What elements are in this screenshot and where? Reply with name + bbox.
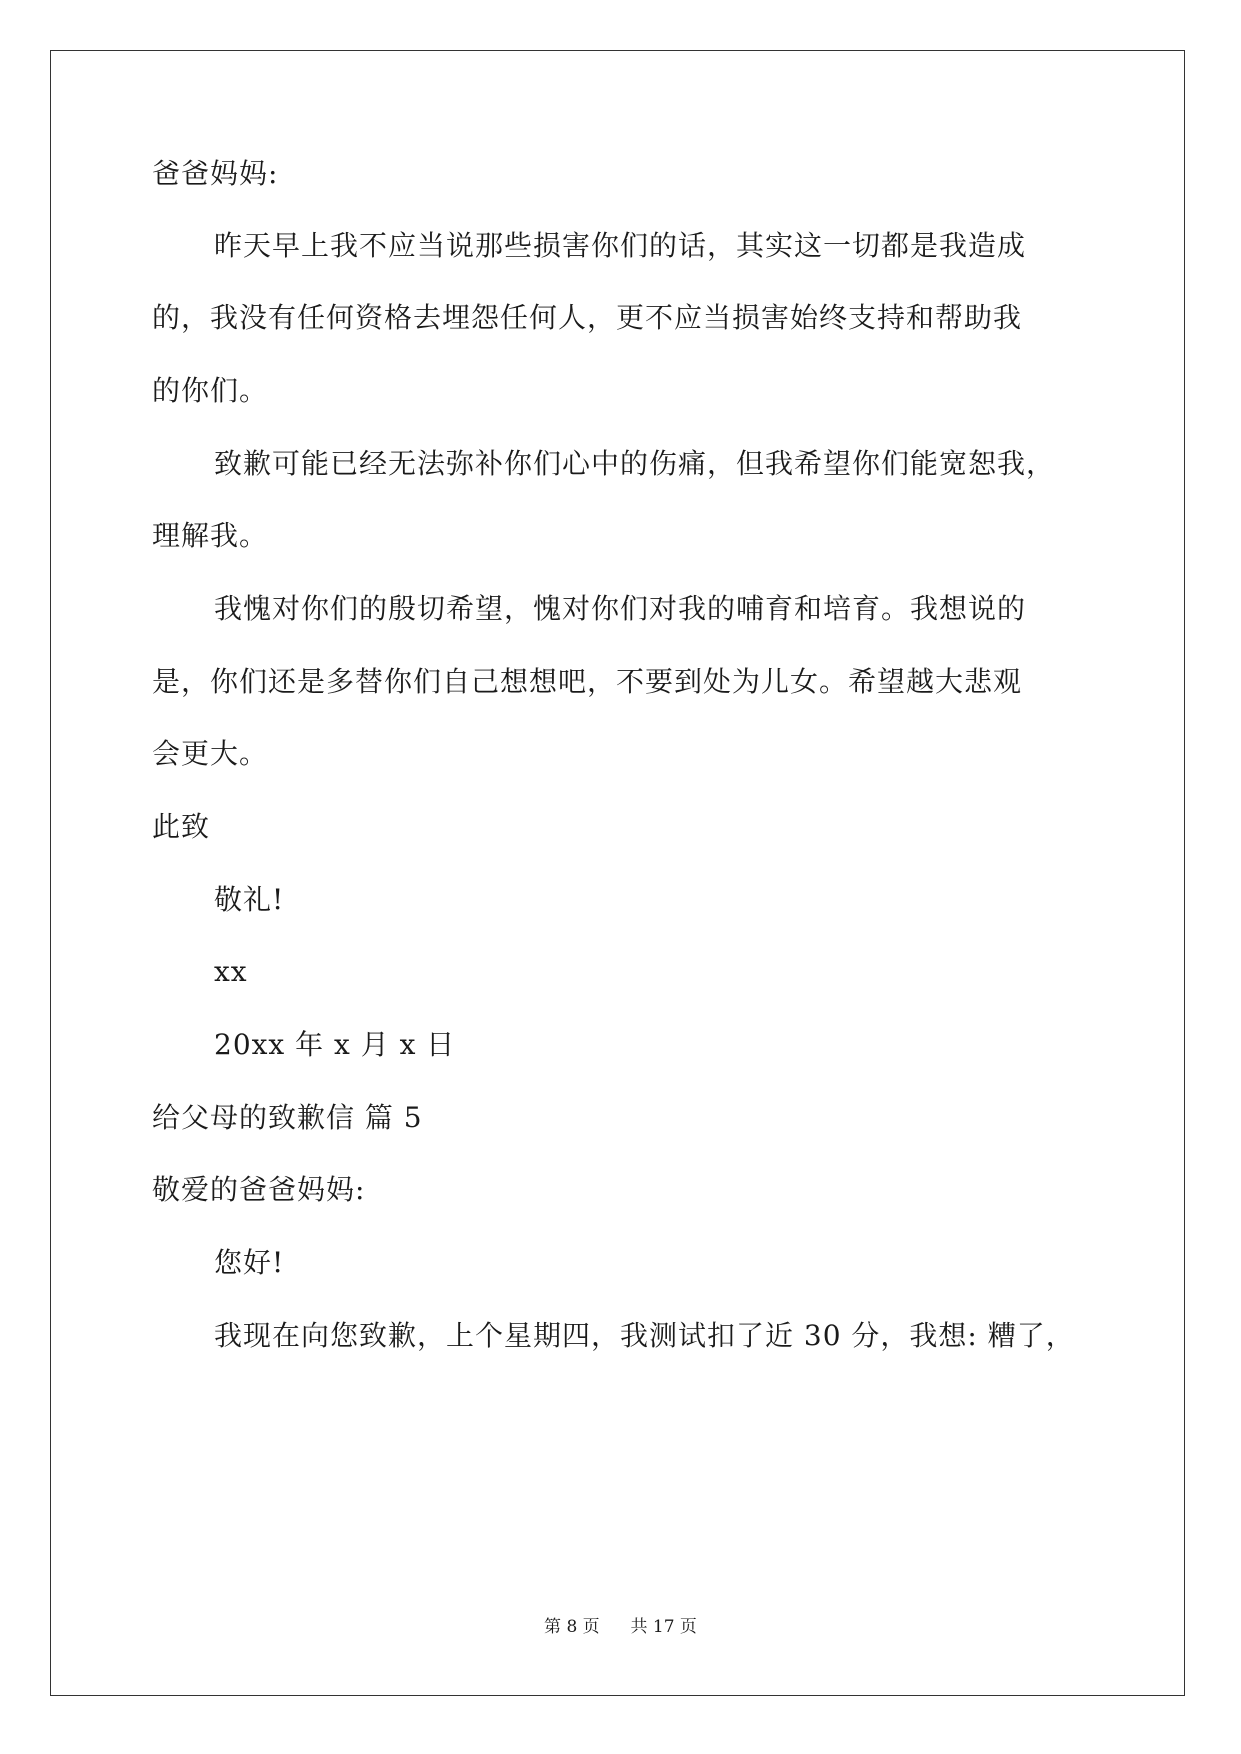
closing-line-2: 敬礼! — [214, 883, 285, 916]
paragraph-1-line-1: 昨天早上我不应当说那些损害你们的话，其实这一切都是我造成 — [214, 229, 1027, 262]
paragraph-1-line-3: 的你们。 — [152, 374, 269, 407]
paragraph-3-line-1: 我愧对你们的殷切希望，愧对你们对我的哺育和培育。我想说的 — [214, 592, 1027, 625]
paragraph-2-line-2: 理解我。 — [152, 519, 269, 552]
paragraph-3-line-3: 会更大。 — [152, 737, 269, 770]
page-frame — [50, 50, 1185, 1696]
section-greeting: 您好! — [214, 1246, 285, 1279]
paragraph-1-line-2: 的，我没有任何资格去埋怨任何人，更不应当损害始终支持和帮助我 — [152, 301, 1023, 334]
page-footer — [0, 1612, 1241, 1637]
page-total: 共 17 页 — [630, 1617, 697, 1637]
signature: xx — [214, 955, 248, 988]
page-number: 第 8 页 — [544, 1617, 600, 1637]
paragraph-2-line-1: 致歉可能已经无法弥补你们心中的伤痛，但我希望你们能宽恕我， — [214, 447, 1056, 480]
section-title: 给父母的致歉信 篇 5 — [152, 1101, 423, 1134]
date: 20xx 年 x 月 x 日 — [214, 1028, 456, 1061]
section-paragraph-1-line-1: 我现在向您致歉，上个星期四，我测试扣了近 30 分，我想: 糟了， — [214, 1319, 1075, 1352]
paragraph-3-line-2: 是，你们还是多替你们自己想想吧，不要到处为儿女。希望越大悲观 — [152, 665, 1023, 698]
section-salutation: 敬爱的爸爸妈妈: — [152, 1173, 366, 1206]
salutation: 爸爸妈妈: — [152, 157, 279, 190]
closing-line-1: 此致 — [152, 810, 211, 843]
